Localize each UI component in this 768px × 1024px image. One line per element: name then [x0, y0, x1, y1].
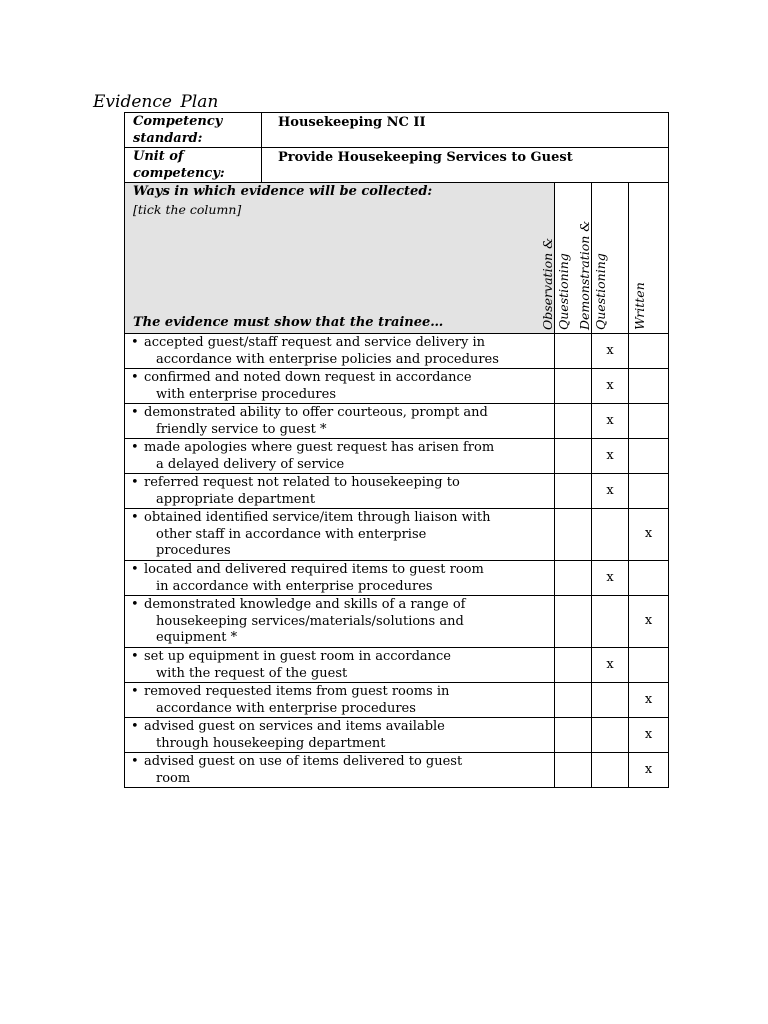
evidence-criterion	[125, 753, 555, 788]
evidence-row	[125, 648, 669, 683]
method-label-line2: Questioning	[593, 253, 608, 330]
page-title: Evidence Plan	[93, 92, 219, 112]
bullet-icon: •	[131, 510, 139, 525]
evidence-row	[125, 718, 669, 753]
criterion-first-line: set up equipment in guest room in accordance	[144, 649, 452, 664]
criterion-continuation-line: with enterprise procedures	[156, 386, 337, 402]
evidence-criterion	[125, 596, 555, 648]
criterion-first-line: removed requested items from guest rooms in	[144, 684, 450, 699]
evidence-criterion	[125, 369, 555, 404]
bullet-icon: •	[131, 440, 139, 455]
criterion-continuation-line: other staff in accordance with enterprise	[156, 526, 427, 542]
evidence-row	[125, 561, 669, 596]
criterion-continuation-line: in accordance with enterprise procedures	[156, 578, 433, 594]
bullet-icon: •	[131, 597, 139, 612]
method-tick-cell	[555, 404, 592, 439]
method-tick-cell: x	[592, 334, 629, 369]
method-tick-cell	[555, 509, 592, 561]
criterion-continuation-line: procedures	[156, 543, 231, 558]
criterion-continuation-line: equipment *	[156, 630, 238, 645]
criterion-continuation-line: accordance with enterprise procedures	[156, 700, 416, 716]
criterion-first-line: demonstrated ability to offer courteous, prompt and	[144, 405, 488, 420]
ways-note: [tick the column]	[133, 202, 242, 217]
criterion-first-line: advised guest on use of items delivered to guest	[144, 754, 463, 769]
criterion-continuation-line: appropriate department	[156, 491, 316, 507]
method-tick-cell	[629, 404, 669, 439]
method-tick-cell	[555, 474, 592, 509]
bullet-icon: •	[131, 719, 139, 734]
criterion-first-line: advised guest on services and items available	[144, 719, 445, 734]
criterion-continuation-line: room	[156, 770, 191, 786]
method-tick-cell	[592, 753, 629, 788]
evidence-row	[125, 334, 669, 369]
method-tick-cell	[592, 509, 629, 561]
method-tick-cell: x	[592, 561, 629, 596]
methods-header-row	[125, 183, 669, 334]
method-tick-cell: x	[629, 596, 669, 648]
method-tick-cell	[592, 683, 629, 718]
method-tick-cell	[555, 596, 592, 648]
method-tick-cell	[629, 439, 669, 474]
method-tick-cell	[555, 718, 592, 753]
bullet-icon: •	[131, 405, 139, 420]
method-tick-cell: x	[592, 439, 629, 474]
evidence-row	[125, 404, 669, 439]
method-tick-cell	[555, 369, 592, 404]
competency-standard-row	[125, 113, 669, 148]
evidence-row	[125, 753, 669, 788]
evidence-row	[125, 369, 669, 404]
evidence-row	[125, 683, 669, 718]
method-tick-cell: x	[592, 648, 629, 683]
criterion-first-line: made apologies where guest request has arisen from	[144, 440, 495, 455]
evidence-heading: The evidence must show that the trainee…	[133, 314, 444, 330]
unit-of-competency-value: Provide Housekeeping Services to Guest	[262, 148, 669, 183]
method-header-demonstration	[577, 183, 629, 334]
evidence-criterion	[125, 683, 555, 718]
criterion-continuation-line: friendly service to guest *	[156, 421, 327, 437]
bullet-icon: •	[131, 370, 139, 385]
unit-of-competency-label: Unit of competency:	[125, 148, 262, 183]
criterion-first-line: confirmed and noted down request in accordance	[144, 370, 472, 385]
evidence-row	[125, 596, 669, 648]
method-tick-cell	[555, 561, 592, 596]
method-tick-cell	[555, 648, 592, 683]
method-tick-cell: x	[592, 474, 629, 509]
method-tick-cell	[629, 474, 669, 509]
evidence-row	[125, 439, 669, 474]
criterion-continuation-line: with the request of the guest	[156, 665, 348, 681]
ways-heading: Ways in which evidence will be collected:	[133, 184, 433, 199]
evidence-criterion	[125, 439, 555, 474]
method-tick-cell: x	[592, 369, 629, 404]
evidence-plan-table	[124, 112, 669, 788]
competency-standard-label: Competency standard:	[125, 113, 262, 148]
method-tick-cell	[555, 334, 592, 369]
unit-of-competency-row	[125, 148, 669, 183]
method-tick-cell	[555, 439, 592, 474]
method-header-written	[629, 183, 669, 334]
competency-standard-value: Housekeeping NC II	[262, 113, 669, 148]
evidence-criterion	[125, 334, 555, 369]
method-tick-cell	[592, 718, 629, 753]
evidence-criterion	[125, 718, 555, 753]
method-label-line2: Questioning	[556, 253, 571, 330]
criterion-first-line: located and delivered required items to guest room	[144, 562, 484, 577]
method-tick-cell	[592, 596, 629, 648]
evidence-row	[125, 509, 669, 561]
method-tick-cell	[555, 683, 592, 718]
bullet-icon: •	[131, 335, 139, 350]
bullet-icon: •	[131, 754, 139, 769]
evidence-criterion	[125, 404, 555, 439]
method-tick-cell	[555, 753, 592, 788]
method-tick-cell	[629, 648, 669, 683]
criterion-first-line: referred request not related to housekeeping to	[144, 475, 460, 490]
bullet-icon: •	[131, 475, 139, 490]
evidence-criterion	[125, 648, 555, 683]
method-tick-cell: x	[629, 683, 669, 718]
criterion-continuation-line: accordance with enterprise policies and procedures	[156, 351, 499, 367]
method-tick-cell: x	[629, 753, 669, 788]
evidence-row	[125, 474, 669, 509]
method-tick-cell: x	[592, 404, 629, 439]
evidence-criterion	[125, 561, 555, 596]
method-tick-cell	[629, 334, 669, 369]
bullet-icon: •	[131, 684, 139, 699]
evidence-criterion	[125, 509, 555, 561]
criterion-continuation-line: housekeeping services/materials/solutions and	[156, 613, 464, 629]
bullet-icon: •	[131, 562, 139, 577]
method-tick-cell	[629, 369, 669, 404]
method-tick-cell: x	[629, 718, 669, 753]
criterion-first-line: demonstrated knowledge and skills of a range of	[144, 597, 466, 612]
criterion-continuation-line: through housekeeping department	[156, 735, 386, 751]
criterion-continuation-line: a delayed delivery of service	[156, 456, 345, 472]
method-tick-cell: x	[629, 509, 669, 561]
evidence-criterion	[125, 474, 555, 509]
method-label-line1: Written	[631, 282, 647, 330]
ways-cell	[125, 183, 555, 334]
bullet-icon: •	[131, 649, 139, 664]
method-label-line1: Demonstration &	[577, 220, 592, 330]
criterion-first-line: accepted guest/staff request and service delivery in	[144, 335, 486, 350]
criterion-first-line: obtained identified service/item through liaison with	[144, 510, 491, 525]
method-label-line1: Observation &	[540, 237, 555, 330]
method-tick-cell	[629, 561, 669, 596]
